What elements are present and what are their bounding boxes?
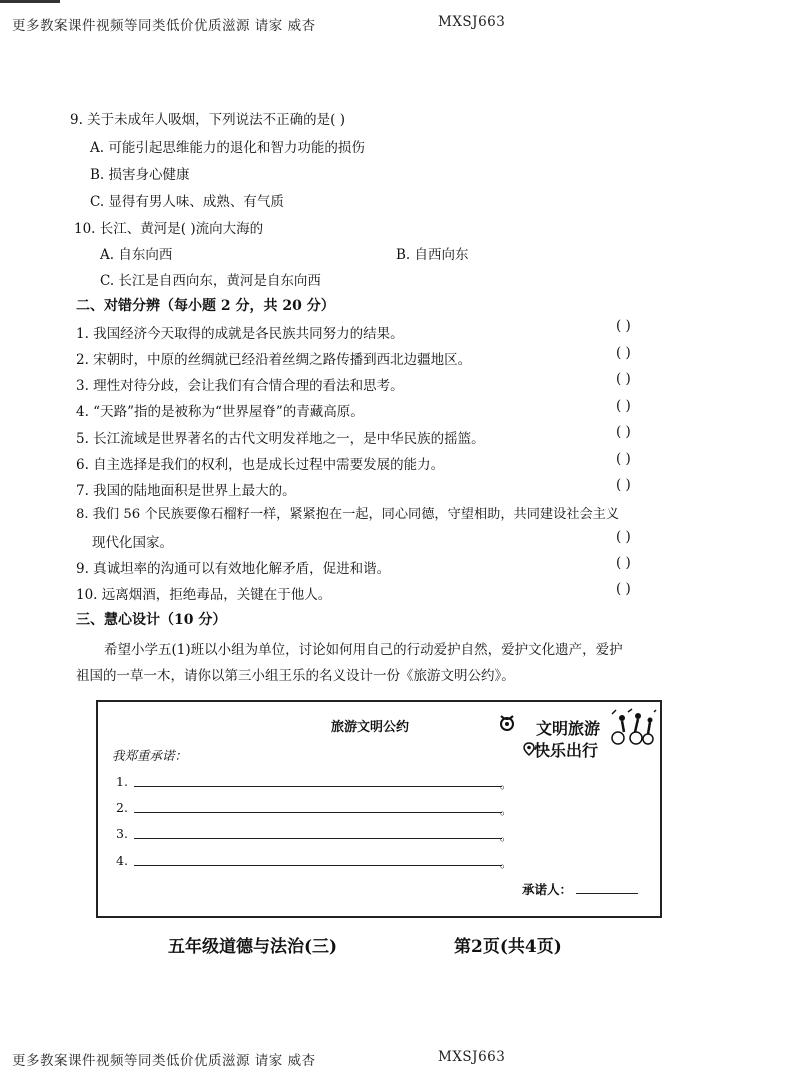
- tf-item-1: 1. 我国经济今天取得的成就是各民族共同努力的结果。: [76, 326, 404, 342]
- tf-item-3: 3. 理性对待分歧，会让我们有合情合理的看法和思考。: [76, 378, 404, 394]
- tf-item-10: 10. 远离烟酒，拒绝毒品，关键在于他人。: [76, 587, 332, 603]
- tf-item-2: 2. 宋朝时，中原的丝绸就已经沿着丝绸之路传播到西北边疆地区。: [76, 352, 472, 368]
- pledge-item-2-line[interactable]: [134, 812, 502, 813]
- question-10-stem: 10. 长江、黄河是( )流向大海的: [74, 221, 264, 237]
- tf-answer-6[interactable]: ( ): [616, 451, 631, 467]
- header-text: 更多教案课件视频等同类低价优质滋源 请家 威杏: [12, 18, 316, 34]
- question-10-option-a: A. 自东向西: [100, 247, 173, 263]
- tf-item-4: 4. “天路”指的是被称为“世界屋脊”的青藏高原。: [76, 404, 364, 420]
- tf-answer-8[interactable]: ( ): [616, 529, 631, 545]
- tf-answer-10[interactable]: ( ): [616, 581, 631, 597]
- section-3-title: 三、慧心设计（10 分）: [76, 612, 227, 628]
- convention-card: [96, 700, 662, 918]
- question-10-option-b: B. 自西向东: [396, 247, 469, 263]
- tf-answer-7[interactable]: ( ): [616, 477, 631, 493]
- tf-item-5: 5. 长江流域是世界著名的古代文明发祥地之一，是中华民族的摇篮。: [76, 431, 485, 447]
- signer-label: 承诺人：: [522, 882, 573, 897]
- tf-answer-3[interactable]: ( ): [616, 371, 631, 387]
- tf-answer-2[interactable]: ( ): [616, 345, 631, 361]
- footer-page-number: 第2页(共4页): [454, 937, 562, 957]
- swirl-logo-icon: [496, 712, 518, 734]
- bottom-header-text: 更多教案课件视频等同类低价优质滋源 请家 威杏: [12, 1053, 316, 1069]
- slogan-line-2: 快乐出行: [534, 741, 599, 760]
- header-code: MXSJ663: [438, 14, 506, 30]
- footer-subject: 五年级道德与法治(三): [168, 937, 338, 957]
- tf-answer-4[interactable]: ( ): [616, 398, 631, 414]
- pledge-item-3-number: 3.: [116, 826, 128, 841]
- bottom-header-code: MXSJ663: [438, 1049, 506, 1065]
- section-3-paragraph-line-2: 祖国的一草一木，请你以第三小组王乐的名义设计一份《旅游文明公约》。: [76, 668, 515, 684]
- question-9-option-a: A. 可能引起思维能力的退化和智力功能的损伤: [90, 140, 365, 156]
- tf-answer-9[interactable]: ( ): [616, 555, 631, 571]
- cyclists-illustration-icon: [608, 708, 658, 748]
- slogan-line-1: 文明旅游: [536, 719, 601, 738]
- pledge-item-3-end: 。: [500, 828, 513, 843]
- tf-item-8: 8. 我们 56 个民族要像石榴籽一样，紧紧抱在一起，同心同德，守望相助，共同建设社会主义: [76, 507, 620, 522]
- scan-edge-mark: [0, 0, 60, 3]
- tf-item-6: 6. 自主选择是我们的权利，也是成长过程中需要发展的能力。: [76, 457, 445, 473]
- question-9-option-c: C. 显得有男人味、成熟、有气质: [90, 194, 284, 210]
- pledge-item-1-line[interactable]: [134, 786, 502, 787]
- convention-title: 旅游文明公约: [331, 720, 410, 735]
- section-3-paragraph-line-1: 希望小学五(1)班以小组为单位，讨论如何用自己的行动爱护自然，爱护文化遗产，爱护: [104, 642, 623, 658]
- pledge-item-4-line[interactable]: [134, 865, 502, 866]
- question-9-option-b: B. 损害身心健康: [90, 167, 190, 183]
- section-2-title: 二、对错分辨（每小题 2 分，共 20 分）: [76, 298, 335, 314]
- question-10-option-c: C. 长江是自西向东，黄河是自东向西: [100, 273, 321, 289]
- tf-answer-5[interactable]: ( ): [616, 424, 631, 440]
- pledge-item-1-end: 。: [500, 776, 513, 791]
- tf-item-9: 9. 真诚坦率的沟通可以有效地化解矛盾，促进和谐。: [76, 561, 391, 577]
- pledge-item-1-number: 1.: [116, 774, 128, 789]
- pledge-item-4-end: 。: [500, 855, 513, 870]
- tf-item-8-continued: 现代化国家。: [92, 535, 173, 551]
- convention-pledge: 我郑重承诺：: [112, 748, 188, 763]
- signer-line[interactable]: [576, 893, 638, 894]
- tf-item-7: 7. 我国的陆地面积是世界上最大的。: [76, 483, 296, 499]
- tf-answer-1[interactable]: ( ): [616, 318, 631, 334]
- question-9-stem: 9. 关于未成年人吸烟，下列说法不正确的是( ): [70, 112, 345, 128]
- pledge-item-3-line[interactable]: [134, 838, 502, 839]
- pledge-item-4-number: 4.: [116, 853, 128, 868]
- location-pin-icon: [523, 742, 535, 756]
- pledge-item-2-end: 。: [500, 802, 513, 817]
- pledge-item-2-number: 2.: [116, 800, 128, 815]
